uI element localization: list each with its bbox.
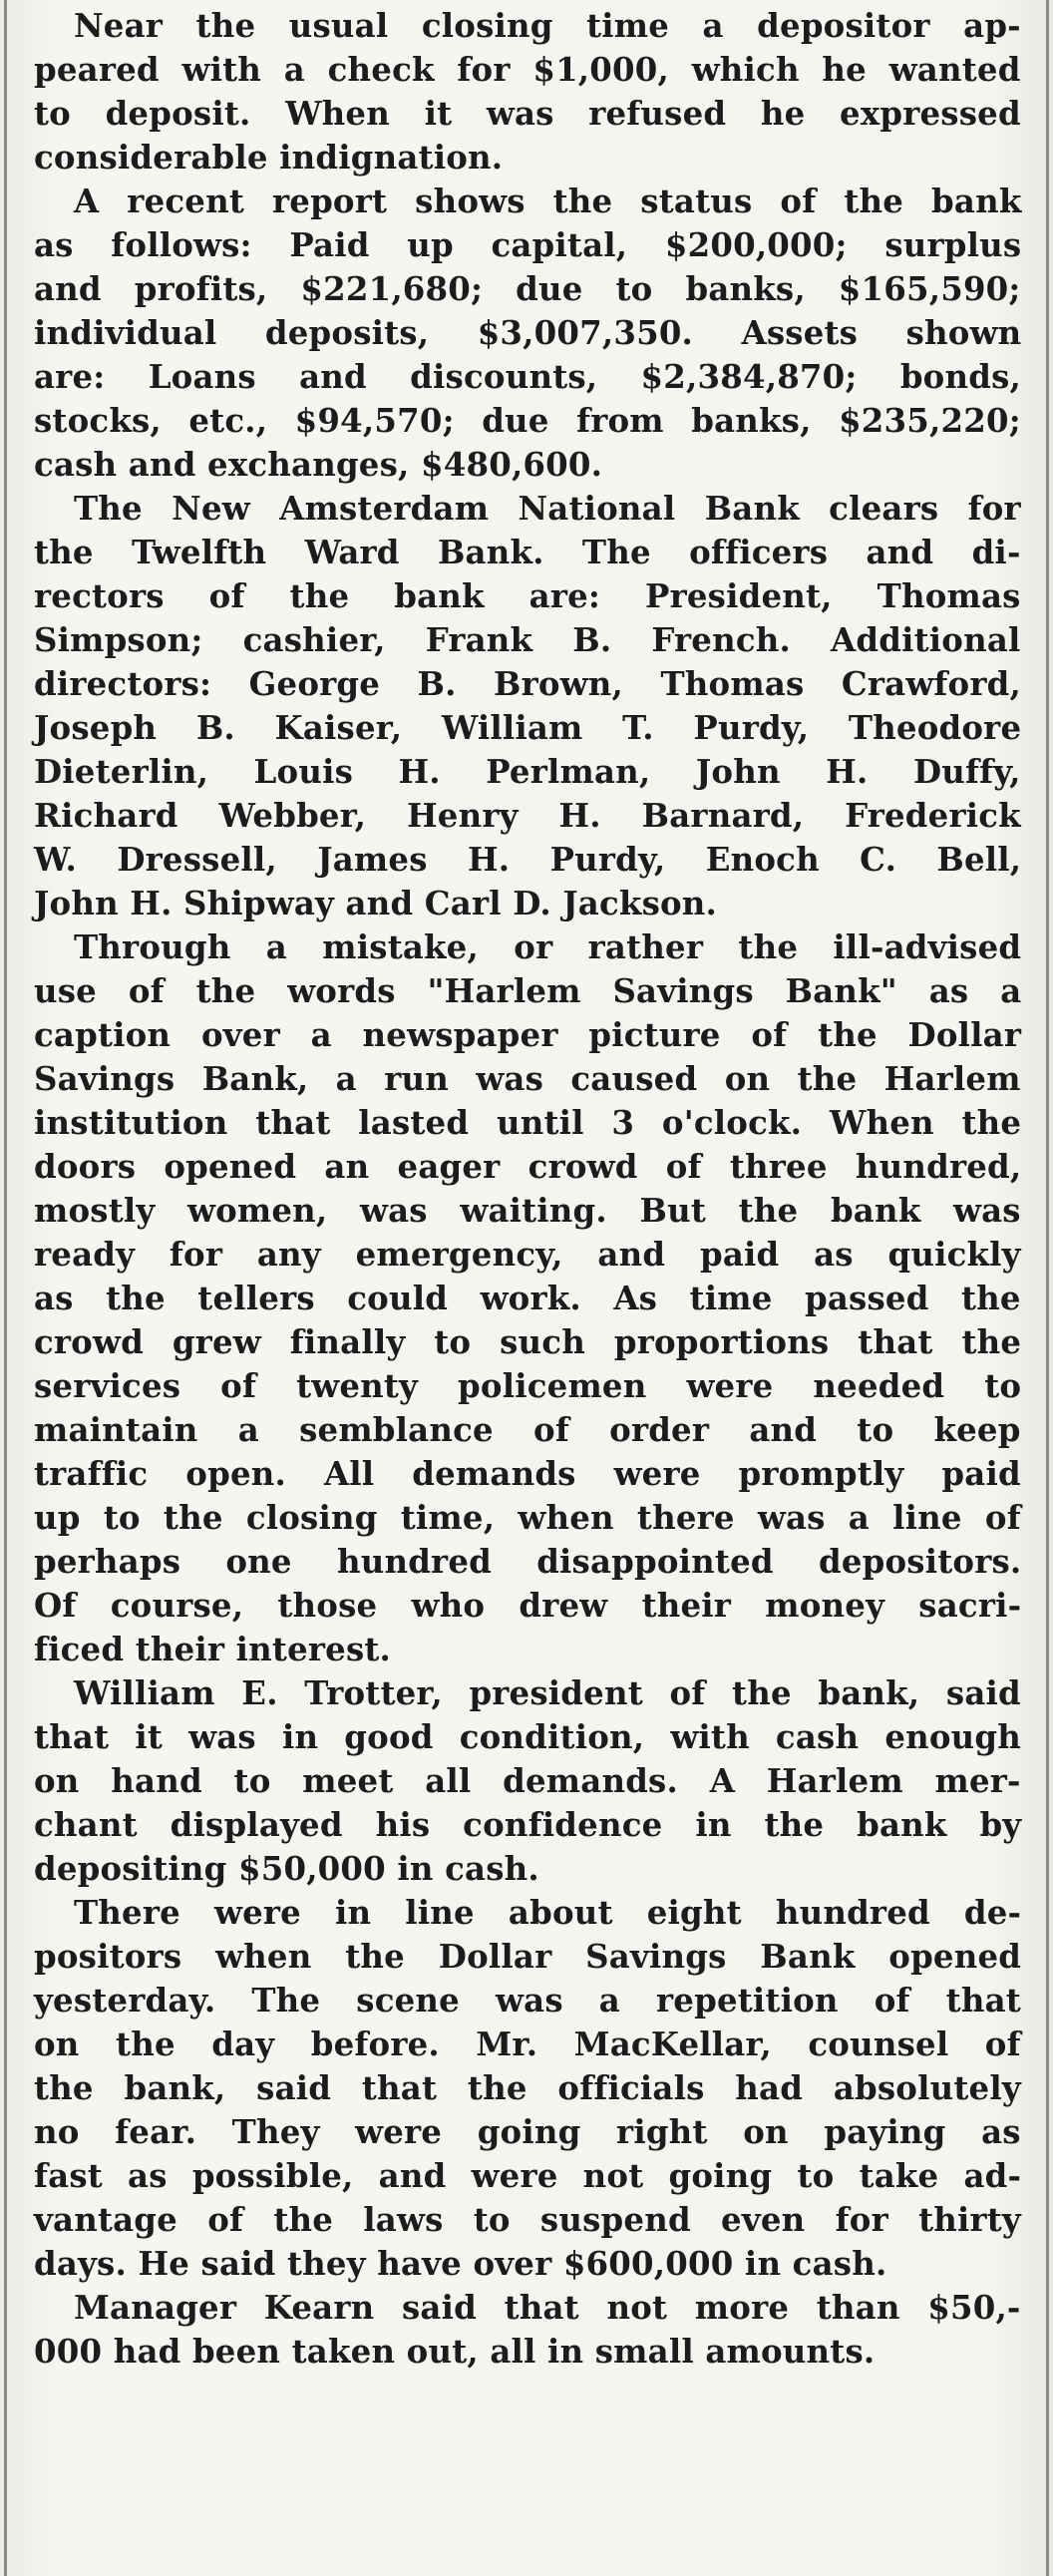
- text-line: days. He said they have over $600,000 in cash.: [34, 2245, 887, 2283]
- text-line: Of course, those who drew their money sacri-: [34, 1587, 1022, 1625]
- text-line: services of twenty policemen were needed to: [34, 1367, 1022, 1405]
- paragraph-bank-status-report: [34, 180, 1021, 487]
- text-line: no fear. They were going right on paying as: [34, 2113, 1021, 2151]
- text-line: doors opened an eager crowd of three hundred,: [34, 1148, 1022, 1186]
- text-line: There were in line about eight hundred de-: [74, 1894, 1022, 1932]
- text-line: institution that lasted until 3 o'clock. When the: [34, 1104, 1022, 1142]
- text-line: William E. Trotter, president of the bank, said: [74, 1674, 1021, 1712]
- text-line: vantage of the laws to suspend even for thirty: [34, 2201, 1021, 2239]
- article-column: [34, 4, 1021, 2374]
- right-column-rule: [1046, 0, 1049, 2576]
- paragraph-kearn-statement: [34, 2286, 1021, 2374]
- text-line: A recent report shows the status of the bank: [74, 183, 1022, 220]
- text-line: that it was in good condition, with cash enough: [34, 1718, 1022, 1756]
- text-line: Through a mistake, or rather the ill-advised: [74, 928, 1022, 966]
- paragraph-harlem-run: [34, 925, 1021, 1671]
- text-line: ready for any emergency, and paid as quickly: [34, 1236, 1021, 1274]
- text-line: John H. Shipway and Carl D. Jackson.: [34, 885, 718, 922]
- text-line: to deposit. When it was refused he expressed: [34, 95, 1021, 133]
- text-line: crowd grew finally to such proportions that the: [34, 1323, 1022, 1361]
- text-line: on the day before. Mr. MacKellar, counsel of: [34, 2025, 1021, 2063]
- text-line: the bank, said that the officials had absolutely: [34, 2069, 1021, 2107]
- text-line: individual deposits, $3,007,350. Assets shown: [34, 314, 1022, 352]
- text-line: Manager Kearn said that not more than $50,-: [74, 2289, 1021, 2327]
- text-line: considerable indignation.: [34, 139, 504, 177]
- text-line: Savings Bank, a run was caused on the Harlem: [34, 1060, 1021, 1098]
- text-line: the Twelfth Ward Bank. The officers and di-: [34, 534, 1021, 571]
- text-line: Dieterlin, Louis H. Perlman, John H. Duffy,: [34, 753, 1021, 791]
- text-line: depositing $50,000 in cash.: [34, 1850, 539, 1888]
- text-line: chant displayed his confidence in the bank by: [34, 1806, 1022, 1844]
- text-line: are: Loans and discounts, $2,384,870; bonds,: [34, 358, 1021, 396]
- text-line: caption over a newspaper picture of the Dollar: [34, 1016, 1022, 1054]
- paragraph-officers-and-directors: [34, 487, 1021, 925]
- text-line: as follows: Paid up capital, $200,000; surplus: [34, 226, 1022, 264]
- paragraph-trotter-statement: [34, 1671, 1021, 1891]
- text-line: peared with a check for $1,000, which he wanted: [34, 51, 1021, 89]
- text-line: perhaps one hundred disappointed depositors.: [34, 1543, 1022, 1581]
- text-line: up to the closing time, when there was a line of: [34, 1499, 1021, 1537]
- text-line: rectors of the bank are: President, Thomas: [34, 577, 1021, 615]
- text-line: Simpson; cashier, Frank B. French. Additional: [34, 621, 1021, 659]
- paragraph-closing-time-depositor: [34, 4, 1021, 180]
- text-line: use of the words "Harlem Savings Bank" as a: [34, 972, 1022, 1010]
- text-line: The New Amsterdam National Bank clears for: [74, 490, 1021, 528]
- text-line: cash and exchanges, $480,600.: [34, 446, 603, 484]
- text-line: stocks, etc., $94,570; due from banks, $235,220;: [34, 402, 1021, 440]
- text-line: traffic open. All demands were promptly paid: [34, 1455, 1021, 1493]
- text-line: Near the usual closing time a depositor ap-: [74, 7, 1021, 45]
- left-column-rule: [4, 0, 7, 2576]
- text-line: yesterday. The scene was a repetition of that: [34, 1982, 1021, 2020]
- text-line: ficed their interest.: [34, 1631, 392, 1668]
- text-line: and profits, $221,680; due to banks, $165,590;: [34, 270, 1021, 308]
- text-line: directors: George B. Brown, Thomas Crawford,: [34, 665, 1021, 703]
- text-line: W. Dressell, James H. Purdy, Enoch C. Bell,: [34, 841, 1022, 879]
- text-line: Joseph B. Kaiser, William T. Purdy, Theodore: [34, 709, 1022, 747]
- paragraph-dollar-savings-line: [34, 1891, 1021, 2286]
- text-line: fast as possible, and were not going to take ad-: [34, 2157, 1022, 2195]
- text-line: positors when the Dollar Savings Bank opened: [34, 1938, 1022, 1976]
- text-line: as the tellers could work. As time passed the: [34, 1280, 1021, 1317]
- text-line: on hand to meet all demands. A Harlem mer-: [34, 1762, 1021, 1800]
- text-line: mostly women, was waiting. But the bank was: [34, 1192, 1021, 1230]
- text-line: 000 had been taken out, all in small amounts.: [34, 2333, 876, 2371]
- text-line: maintain a semblance of order and to keep: [34, 1411, 1021, 1449]
- text-line: Richard Webber, Henry H. Barnard, Frederick: [34, 797, 1021, 835]
